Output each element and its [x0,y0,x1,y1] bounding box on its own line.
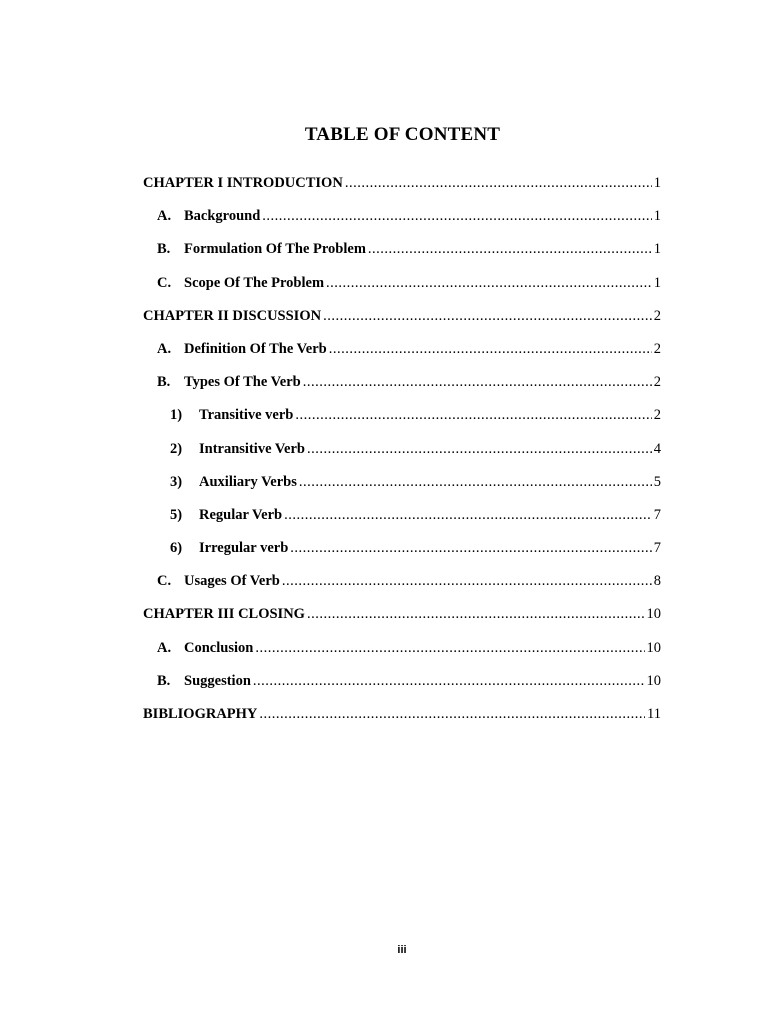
toc-entry-chapter-3[interactable] [143,606,661,639]
toc-entry-label: Definition Of The Verb [184,340,327,357]
toc-page-number: 10 [646,606,661,623]
toc-page-number: 2 [653,307,661,324]
toc-entry-label: Types Of The Verb [184,374,301,391]
dot-leader [290,540,651,557]
toc-entry-marker: 1) [170,407,183,424]
toc-entry-background[interactable] [143,208,661,241]
toc-entry-formulation-of-the-problem[interactable] [143,241,661,274]
toc-entry-label: Regular Verb [199,506,283,523]
toc-page-number: 10 [646,672,661,689]
toc-entry-label: Background [184,208,261,225]
toc-page-number: 2 [653,340,661,357]
toc-entry-bibliography[interactable] [143,706,661,739]
toc-entry-label: CHAPTER I INTRODUCTION [143,175,343,191]
toc-entry-marker: B. [157,374,171,391]
toc-page-number: 11 [647,706,661,722]
toc-page-number: 7 [653,540,661,557]
toc-entry-label: Formulation Of The Problem [184,241,366,258]
dot-leader [253,673,645,690]
dot-leader [262,208,651,225]
toc-entry-label: Conclusion [184,639,254,656]
toc-entry-label: Suggestion [184,672,251,689]
toc-page-number: 2 [653,374,661,391]
toc-entry-label: Irregular verb [199,540,289,557]
toc-entry-marker: A. [157,208,172,225]
dot-leader [326,275,652,292]
toc-page-number: 1 [653,175,661,191]
toc-entry-conclusion[interactable] [143,640,661,673]
toc-entry-marker: A. [157,639,172,656]
dot-leader [255,640,644,657]
toc-entry-marker: 6) [170,540,183,557]
toc-entry-regular-verb[interactable] [143,507,661,540]
toc-entry-label: BIBLIOGRAPHY [143,706,258,722]
toc-entry-intransitive-verb[interactable] [143,441,661,474]
toc-entry-usages-of-verb[interactable] [143,573,661,606]
toc-entry-marker: C. [157,274,172,291]
toc-page-number: 2 [653,407,661,424]
toc-entry-label: Scope Of The Problem [184,274,325,291]
toc-entry-label: Intransitive Verb [199,440,305,457]
toc-page-number: 5 [653,473,661,490]
toc-entry-label: Auxiliary Verbs [199,473,297,490]
toc-entry-marker: 5) [170,506,183,523]
dot-leader [345,175,652,192]
toc-page-number: 1 [653,274,661,291]
toc-page-number: 7 [653,506,661,523]
dot-leader [295,407,651,424]
toc-entry-label: CHAPTER II DISCUSSION [143,307,322,324]
toc-entry-types-of-the-verb[interactable] [143,374,661,407]
toc-entry-suggestion[interactable] [143,673,661,706]
toc-entry-label: Usages Of Verb [184,573,280,590]
dot-leader [329,341,652,358]
toc-entry-auxiliary-verbs[interactable] [143,474,661,507]
toc-entry-transitive-verb[interactable] [143,407,661,440]
toc-entry-irregular-verb[interactable] [143,540,661,573]
toc-page-number: 1 [653,241,661,258]
page-title: TABLE OF CONTENT [304,124,501,145]
dot-leader [307,441,652,458]
toc-entry-marker: C. [157,573,172,590]
toc-entry-marker: A. [157,340,172,357]
toc-page-number: 10 [646,639,661,656]
dot-leader [282,573,652,590]
page-number-footer: iii [397,944,407,956]
dot-leader [284,507,652,524]
dot-leader [368,241,652,258]
toc-entry-scope-of-the-problem[interactable] [143,275,661,308]
toc-entry-marker: 2) [170,440,183,457]
toc-entry-chapter-2[interactable] [143,308,661,341]
toc-page-number: 8 [653,573,661,590]
toc-entry-chapter-1[interactable] [143,175,661,208]
toc-entry-marker: B. [157,672,171,689]
dot-leader [299,474,652,491]
toc-entry-label: CHAPTER III CLOSING [143,606,305,623]
toc-entry-definition-of-the-verb[interactable] [143,341,661,374]
dot-leader [259,706,645,723]
table-of-contents [143,175,661,739]
dot-leader [303,374,652,391]
toc-entry-marker: 3) [170,473,183,490]
dot-leader [307,606,645,623]
toc-entry-label: Transitive verb [199,407,294,424]
dot-leader [323,308,652,325]
toc-page-number: 4 [653,440,661,457]
toc-page-number: 1 [653,208,661,225]
toc-entry-marker: B. [157,241,171,258]
